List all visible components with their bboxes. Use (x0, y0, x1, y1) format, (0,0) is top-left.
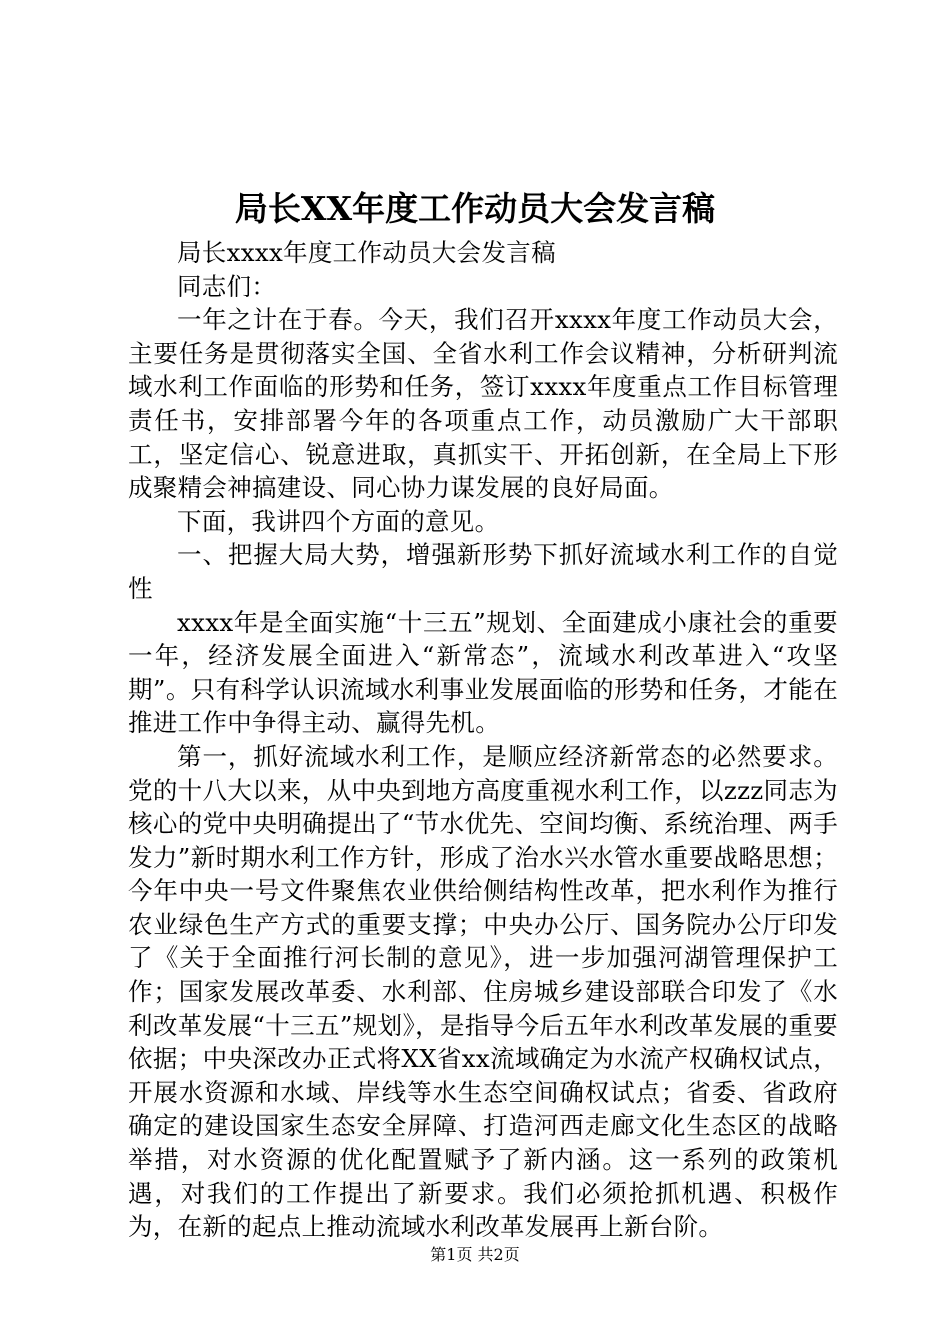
document-body (128, 236, 838, 1244)
paragraph-opening: 一年之计在于春。今天，我们召开xxxx年度工作动员大会，主要任务是贯彻落实全国、全省水利工作会议精神，分析研判流域水利工作面临的形势和任务，签订xxxx年度重点工作目标管理责任书，安排部署今年的各项重点工作，动员激励广大干部职工，坚定信心、锐意进取，真抓实干、开拓创新，在全局上下形成聚精会神搞建设、同心协力谋发展的良好局面。 (128, 305, 838, 503)
section-heading-1: 一、把握大局大势，增强新形势下抓好流域水利工作的自觉性 (128, 540, 838, 603)
page-footer: 第1页 共2页 (430, 1245, 520, 1264)
paragraph-first-point: 第一，抓好流域水利工作，是顺应经济新常态的必然要求。党的十八大以来，从中央到地方高度重视水利工作，以zzz同志为核心的党中央明确提出了“节水优先、空间均衡、系统治理、两手发力”新时期水利工作方针，形成了治水兴水管水重要战略思想；今年中央一号文件聚焦农业供给侧结构性改革，把水利作为推行农业绿色生产方式的重要支撑；中央办公厅、国务院办公厅印发了《关于全面推行河长制的意见》，进一步加强河湖管理保护工作；国家发展改革委、水利部、住房城乡建设部联合印发了《水利改革发展“十三五”规划》，是指导今后五年水利改革发展的重要依据；中央深改办正式将XX省xx流域确定为水流产权确权试点，开展水资源和水域、岸线等水生态空间确权试点；省委、省政府确定的建设国家生态安全屏障、打造河西走廊文化生态区的战略举措，对水资源的优化配置赋予了新内涵。这一系列的政策机遇，对我们的工作提出了新要求。我们必须抢抓机遇、积极作为，在新的起点上推动流域水利改革发展再上新台阶。 (128, 741, 838, 1242)
paragraph-salutation: 同志们： (177, 271, 277, 301)
document-title: 局长XX年度工作动员大会发言稿 (234, 189, 716, 228)
paragraph-subtitle: 局长xxxx年度工作动员大会发言稿 (177, 238, 556, 267)
paragraph-situation: xxxx年是全面实施“十三五”规划、全面建成小康社会的重要一年，经济发展全面进入“新常态”，流域水利改革进入“攻坚期”。只有科学认识流域水利事业发展面临的形势和任务，才能在推进工作中争得主动、赢得先机。 (128, 607, 838, 738)
paragraph-outline: 下面，我讲四个方面的意见。 (177, 506, 500, 536)
